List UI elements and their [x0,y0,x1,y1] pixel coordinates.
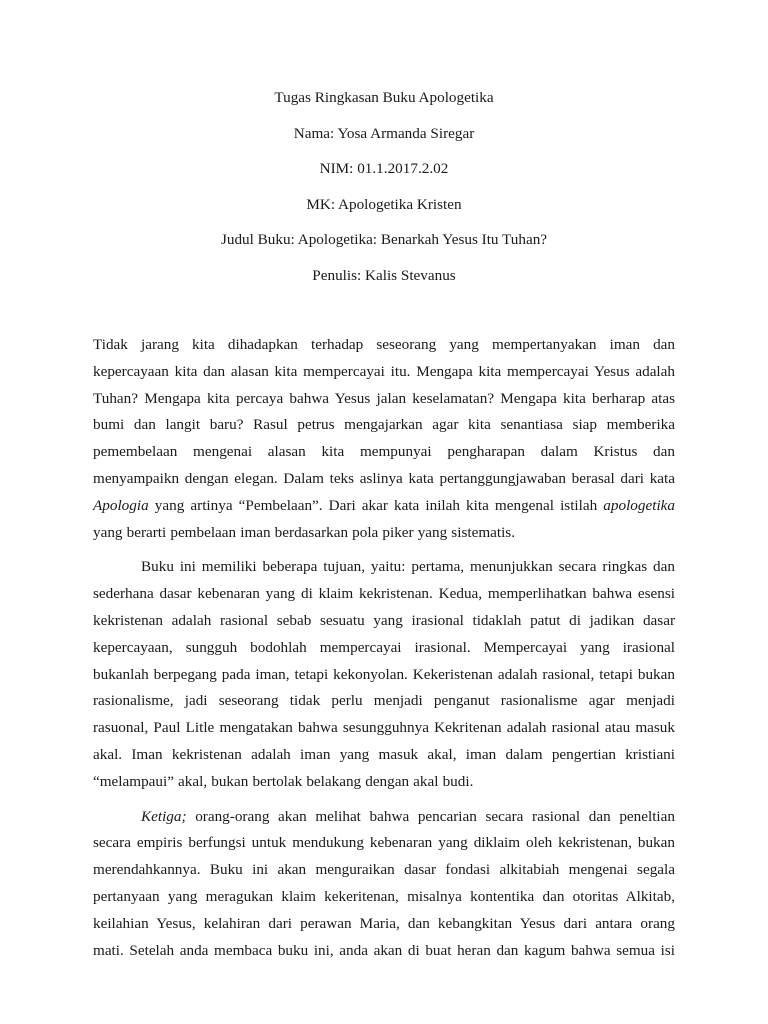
course-name: MK: Apologetika Kristen [306,195,462,213]
paragraph-line: “melampaui” akal, bukan bertolak belakang dengan akal budi. [93,772,474,790]
italic-term-ketiga: Ketiga; [141,807,187,825]
paragraph-line [93,804,675,831]
paragraph-line: secara empiris berfungsi untuk mendukung kebenaran yang diklaim oleh kekristenan, bukan [93,834,675,852]
document-header [93,86,675,299]
paragraph-objectives [93,554,675,795]
paragraph-line: bukanlah berpegang pada iman, tetapi kekonyolan. Kekeristenan adalah rasional, tetapi bukan [93,665,675,683]
book-author: Penulis: Kalis Stevanus [312,266,456,284]
paragraph-line: Tidak jarang kita dihadapkan terhadap seseorang yang mempertanyakan iman dan [93,336,675,353]
book-title: Judul Buku: Apologetika: Benarkah Yesus Itu Tuhan? [220,231,548,248]
paragraph-line: kepercayaan, sungguh bodohlah mempercayai irasional. Mempercayai yang irasional [93,638,675,656]
paragraph-line [93,493,675,520]
student-nim: NIM: 01.1.2017.2.02 [319,160,449,177]
italic-term-apologetika: apologetika [603,496,675,514]
paragraph-intro [93,332,675,546]
paragraph-line: yang berarti pembelaan iman berdasarkan pola piker yang sistematis. [93,523,516,541]
paragraph-line: kekristenan adalah rasional sebab sesuatu yang irasional tidaklah patut di jadikan dasar [93,611,675,629]
paragraph-line: sederhana dasar kebenaran yang di klaim kekristenan. Kedua, memperlihatkan bahwa esensi [93,585,675,603]
paragraph-line: rasuonal, Paul Litle mengatakan bahwa sesungguhnya Kekritenan adalah rasional atau masuk [93,719,675,737]
paragraph-line: akal. Iman kekristenan adalah iman yang masuk akal, iman dalam pengertian kristiani [93,745,675,763]
assignment-title: Tugas Ringkasan Buku Apologetika [274,89,494,106]
paragraph-line: mati. Setelah anda membaca buku ini, anda akan di buat heran dan kagum bahwa semua isi [93,941,675,959]
paragraph-line: bumi dan langit baru? Rasul petrus mengajarkan agar kita senantiasa siap memberika [93,416,675,434]
paragraph-line: merendahkannya. Buku ini akan menguraikan dasar fondasi alkitabiah mengenai segala [93,861,675,879]
student-name: Nama: Yosa Armanda Siregar [293,124,475,142]
paragraph-line: pertanyaan yang meragukan klaim kekeritenan, misalnya kontentika dan otoritas Alkitab, [93,887,675,905]
paragraph-text: yang artinya “Pembelaan”. Dari akar kata inilah kita mengenal istilah [148,496,604,514]
paragraph-line: rasionalisme, jadi seseorang tidak perlu menjadi penganut rasionalisme agar menjadi [93,692,675,710]
paragraph-line: Tuhan? Mengapa kita percaya bahwa Yesus jalan keselamatan? Mengapa kita berharap atas [93,389,675,407]
document-body [93,332,675,964]
italic-term-apologia: Apologia [93,496,149,514]
paragraph-third [93,804,675,965]
paragraph-text: Buku ini memiliki beberapa tujuan, yaitu: pertama, menunjukkan secara ringkas dan [141,558,675,576]
paragraph-line: pemembelaan mengenai alasan kita mempunyai pengharapan dalam Kristus dan [93,443,675,461]
paragraph-line [93,554,675,581]
paragraph-line: kepercayaan kita dan alasan kita mempercayai itu. Mengapa kita mempercayai Yesus adalah [93,362,675,380]
paragraph-text: orang-orang akan melihat bahwa pencarian secara rasional dan peneltian [186,807,675,825]
paragraph-line: keilahian Yesus, kelahiran dari perawan Maria, dan kebangkitan Yesus dari antara orang [93,914,675,932]
paragraph-line: menyampaikn dengan elegan. Dalam teks aslinya kata pertanggungjawaban berasal dari kata [93,469,675,487]
